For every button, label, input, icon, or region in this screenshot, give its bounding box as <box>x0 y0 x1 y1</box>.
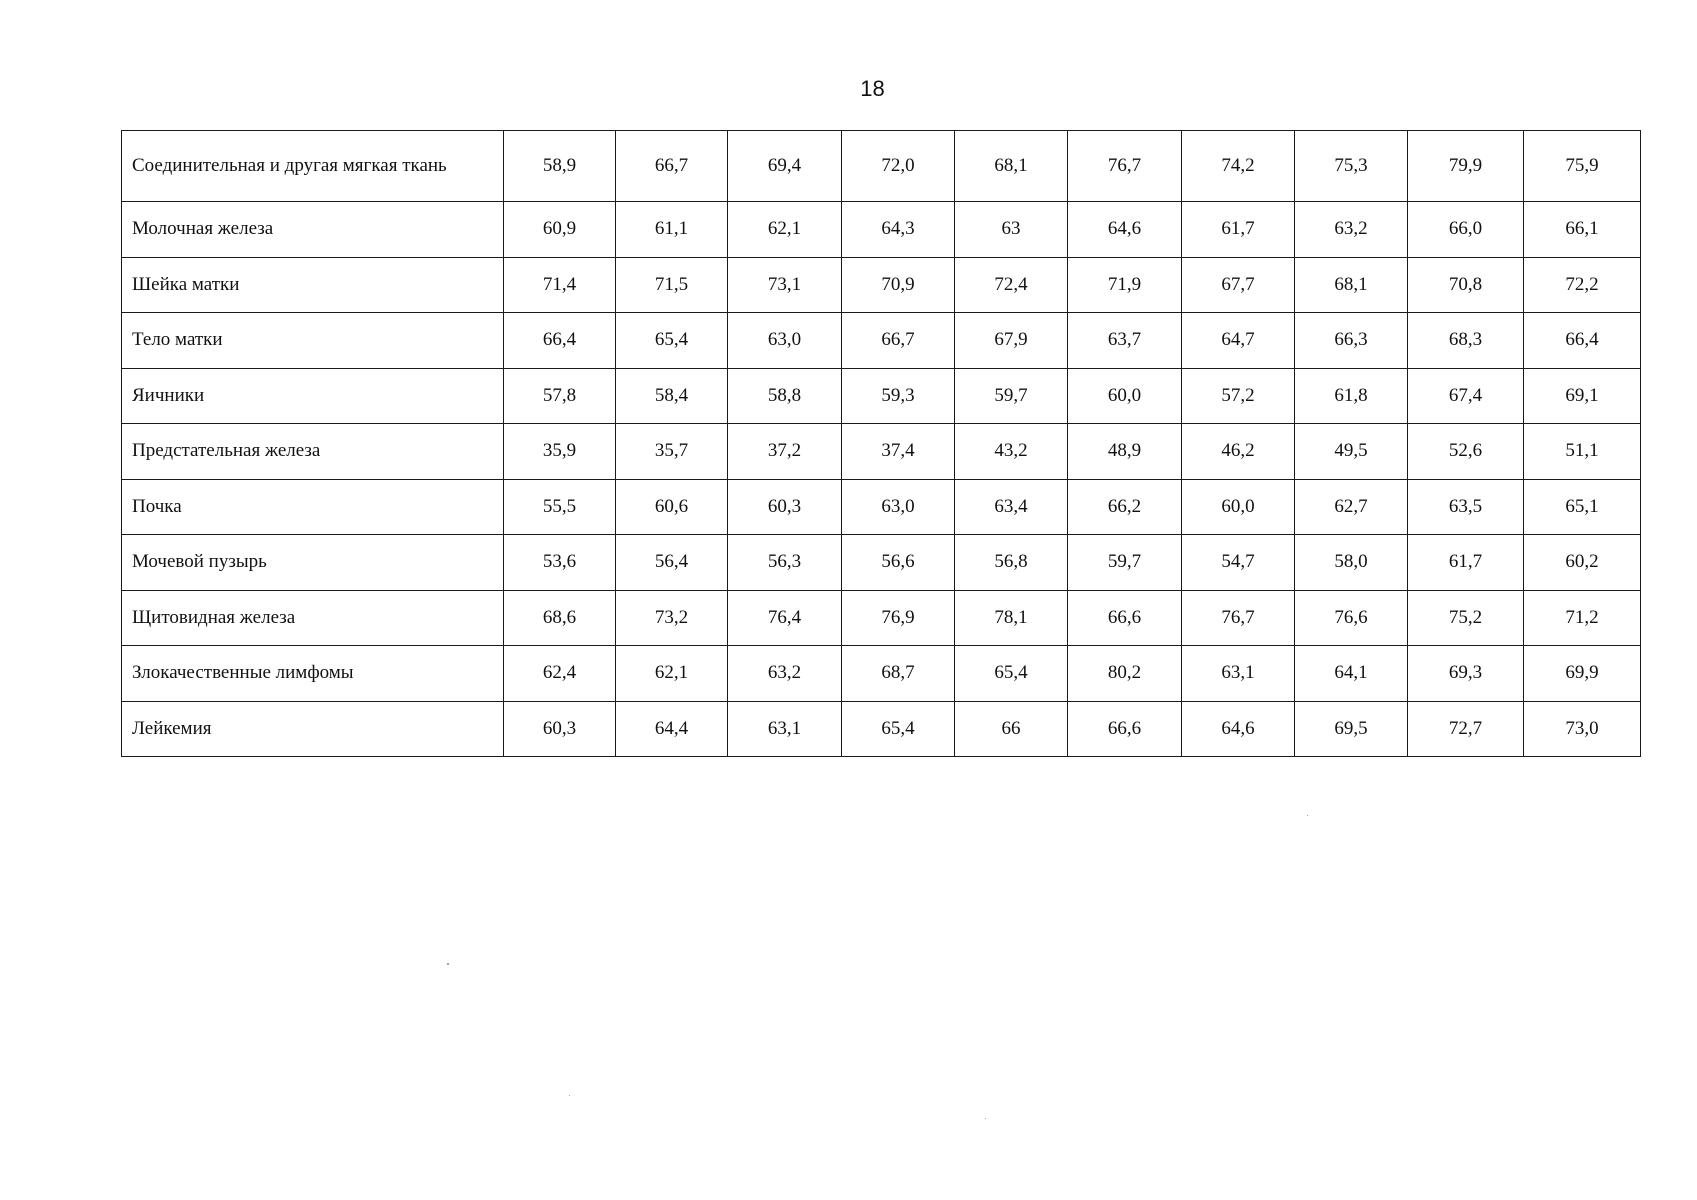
table-cell: 65,4 <box>842 701 955 757</box>
table-row <box>122 313 1641 369</box>
table-cell: 76,6 <box>1295 590 1408 646</box>
table-cell: 71,5 <box>616 257 728 313</box>
table-cell: 64,4 <box>616 701 728 757</box>
row-label: Лейкемия <box>122 701 504 757</box>
table-cell: 68,1 <box>955 131 1068 202</box>
table-cell: 66 <box>955 701 1068 757</box>
table-cell: 60,0 <box>1182 479 1295 535</box>
table-cell: 49,5 <box>1295 424 1408 480</box>
row-label: Молочная железа <box>122 202 504 258</box>
table-cell: 63,7 <box>1068 313 1182 369</box>
table-cell: 62,4 <box>504 646 616 702</box>
table-cell: 58,0 <box>1295 535 1408 591</box>
table-cell: 69,9 <box>1524 646 1641 702</box>
table-cell: 65,1 <box>1524 479 1641 535</box>
table-cell: 80,2 <box>1068 646 1182 702</box>
table-row <box>122 368 1641 424</box>
table-cell: 57,8 <box>504 368 616 424</box>
table-cell: 54,7 <box>1182 535 1295 591</box>
page-number: 18 <box>860 76 885 101</box>
row-label: Тело матки <box>122 313 504 369</box>
table-cell: 63,4 <box>955 479 1068 535</box>
table-cell: 74,2 <box>1182 131 1295 202</box>
table-cell: 64,7 <box>1182 313 1295 369</box>
table-cell: 60,3 <box>504 701 616 757</box>
table-cell: 56,3 <box>728 535 842 591</box>
table-cell: 60,6 <box>616 479 728 535</box>
table-row <box>122 646 1641 702</box>
table-cell: 55,5 <box>504 479 616 535</box>
table-cell: 52,6 <box>1408 424 1524 480</box>
table-cell: 48,9 <box>1068 424 1182 480</box>
table-cell: 61,1 <box>616 202 728 258</box>
table-row <box>122 257 1641 313</box>
table-cell: 62,1 <box>616 646 728 702</box>
table-cell: 62,7 <box>1295 479 1408 535</box>
table-cell: 66,4 <box>1524 313 1641 369</box>
table-cell: 63,5 <box>1408 479 1524 535</box>
table-cell: 68,1 <box>1295 257 1408 313</box>
table-cell: 60,3 <box>728 479 842 535</box>
table-cell: 65,4 <box>955 646 1068 702</box>
table-cell: 61,7 <box>1182 202 1295 258</box>
row-label: Соединительная и другая мягкая ткань <box>122 131 504 202</box>
table-cell: 56,6 <box>842 535 955 591</box>
table-cell: 68,6 <box>504 590 616 646</box>
table-row <box>122 701 1641 757</box>
table-cell: 56,4 <box>616 535 728 591</box>
table-cell: 64,3 <box>842 202 955 258</box>
table-cell: 69,1 <box>1524 368 1641 424</box>
table-cell: 73,0 <box>1524 701 1641 757</box>
table-cell: 59,3 <box>842 368 955 424</box>
table-cell: 76,9 <box>842 590 955 646</box>
table-row <box>122 424 1641 480</box>
table-cell: 75,2 <box>1408 590 1524 646</box>
table-row <box>122 131 1641 202</box>
table-row <box>122 590 1641 646</box>
table-cell: 56,8 <box>955 535 1068 591</box>
scan-speck <box>447 963 449 965</box>
table-cell: 61,8 <box>1295 368 1408 424</box>
table-cell: 63,1 <box>1182 646 1295 702</box>
table-cell: 66,3 <box>1295 313 1408 369</box>
row-label: Мочевой пузырь <box>122 535 504 591</box>
table-cell: 58,8 <box>728 368 842 424</box>
table-cell: 57,2 <box>1182 368 1295 424</box>
row-label: Почка <box>122 479 504 535</box>
table-cell: 72,4 <box>955 257 1068 313</box>
table-cell: 78,1 <box>955 590 1068 646</box>
table-cell: 63 <box>955 202 1068 258</box>
table-cell: 59,7 <box>955 368 1068 424</box>
row-label: Шейка матки <box>122 257 504 313</box>
table-cell: 72,0 <box>842 131 955 202</box>
table-cell: 75,9 <box>1524 131 1641 202</box>
table-cell: 75,3 <box>1295 131 1408 202</box>
table-cell: 65,4 <box>616 313 728 369</box>
table-cell: 70,8 <box>1408 257 1524 313</box>
table-cell: 67,4 <box>1408 368 1524 424</box>
table-cell: 63,2 <box>728 646 842 702</box>
table-cell: 61,7 <box>1408 535 1524 591</box>
table-cell: 63,2 <box>1295 202 1408 258</box>
table-cell: 69,4 <box>728 131 842 202</box>
data-table <box>121 130 1641 757</box>
table-row <box>122 202 1641 258</box>
table-cell: 66,0 <box>1408 202 1524 258</box>
table-cell: 67,9 <box>955 313 1068 369</box>
scan-speck <box>1307 815 1308 816</box>
table-cell: 58,9 <box>504 131 616 202</box>
table-cell: 71,4 <box>504 257 616 313</box>
table-cell: 76,7 <box>1182 590 1295 646</box>
table-cell: 68,3 <box>1408 313 1524 369</box>
table-cell: 69,3 <box>1408 646 1524 702</box>
table-cell: 66,7 <box>842 313 955 369</box>
table-cell: 46,2 <box>1182 424 1295 480</box>
scan-speck <box>985 1118 986 1119</box>
table-cell: 73,1 <box>728 257 842 313</box>
table-cell: 51,1 <box>1524 424 1641 480</box>
table-cell: 66,4 <box>504 313 616 369</box>
table-cell: 35,7 <box>616 424 728 480</box>
table-cell: 66,1 <box>1524 202 1641 258</box>
table-row <box>122 535 1641 591</box>
table-cell: 66,6 <box>1068 701 1182 757</box>
table-cell: 66,2 <box>1068 479 1182 535</box>
table-cell: 76,4 <box>728 590 842 646</box>
row-label: Щитовидная железа <box>122 590 504 646</box>
table-cell: 64,6 <box>1068 202 1182 258</box>
table-cell: 73,2 <box>616 590 728 646</box>
table-cell: 70,9 <box>842 257 955 313</box>
table-cell: 68,7 <box>842 646 955 702</box>
table-cell: 63,0 <box>728 313 842 369</box>
table-cell: 60,2 <box>1524 535 1641 591</box>
table-cell: 76,7 <box>1068 131 1182 202</box>
table-cell: 59,7 <box>1068 535 1182 591</box>
table-cell: 66,6 <box>1068 590 1182 646</box>
table-cell: 60,0 <box>1068 368 1182 424</box>
table-cell: 64,6 <box>1182 701 1295 757</box>
table-cell: 37,4 <box>842 424 955 480</box>
table-cell: 63,0 <box>842 479 955 535</box>
scan-speck <box>569 1095 570 1096</box>
table-cell: 72,2 <box>1524 257 1641 313</box>
table-cell: 71,9 <box>1068 257 1182 313</box>
table-cell: 53,6 <box>504 535 616 591</box>
table-cell: 37,2 <box>728 424 842 480</box>
table-cell: 62,1 <box>728 202 842 258</box>
table-cell: 60,9 <box>504 202 616 258</box>
table-cell: 67,7 <box>1182 257 1295 313</box>
table-cell: 69,5 <box>1295 701 1408 757</box>
row-label: Злокачественные лимфомы <box>122 646 504 702</box>
row-label: Предстательная железа <box>122 424 504 480</box>
table-cell: 71,2 <box>1524 590 1641 646</box>
table-cell: 72,7 <box>1408 701 1524 757</box>
table-row <box>122 479 1641 535</box>
table-cell: 43,2 <box>955 424 1068 480</box>
table-cell: 58,4 <box>616 368 728 424</box>
table-cell: 63,1 <box>728 701 842 757</box>
table-cell: 64,1 <box>1295 646 1408 702</box>
row-label: Яичники <box>122 368 504 424</box>
table-cell: 35,9 <box>504 424 616 480</box>
table-cell: 79,9 <box>1408 131 1524 202</box>
table-cell: 66,7 <box>616 131 728 202</box>
